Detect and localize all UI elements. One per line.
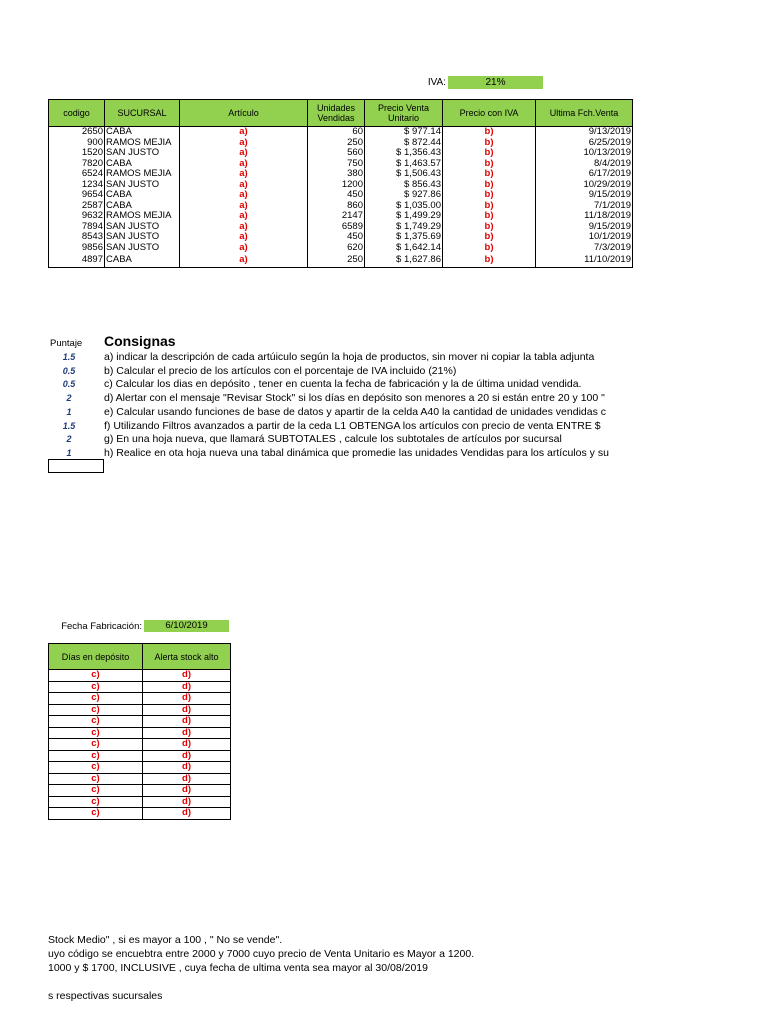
fecha-venta-cell[interactable]: 11/10/2019	[536, 253, 633, 268]
articulo-cell[interactable]: a)	[180, 201, 308, 212]
articulo-cell[interactable]: a)	[180, 232, 308, 243]
table-row	[49, 180, 633, 191]
overflow-text-e: uyo código se encuebtra entre 2000 y 7000 cuyo precio de Venta Unitario es Mayor a 1200.	[48, 948, 475, 960]
dias-deposito-cell[interactable]: c)	[49, 796, 143, 808]
precio-cell[interactable]	[365, 201, 443, 212]
alerta-stock-cell[interactable]: d)	[143, 670, 231, 682]
articulo-cell[interactable]: a)	[180, 159, 308, 170]
fecha-fabricacion-label: Fecha Fabricación:	[61, 621, 142, 632]
precio-iva-cell[interactable]: b)	[443, 190, 536, 201]
dias-deposito-cell[interactable]: c)	[49, 773, 143, 785]
fecha-venta-cell[interactable]: 6/25/2019	[536, 138, 633, 149]
fecha-venta-cell[interactable]: 10/13/2019	[536, 148, 633, 159]
consigna-text: b) Calcular el precio de los artículos con el porcentaje de IVA incluido (21%)	[104, 364, 457, 377]
overflow-text-h: s respectivas sucursales	[48, 990, 163, 1002]
dias-deposito-cell[interactable]: c)	[49, 716, 143, 728]
table-row	[49, 222, 633, 233]
alerta-stock-cell[interactable]: d)	[143, 693, 231, 705]
precio-value: 977.14	[411, 126, 441, 137]
consigna-text: c) Calcular los dias en depósito , tener en cuenta la fecha de fabricación y la de última unidad vendida.	[104, 378, 582, 391]
articulo-cell[interactable]: a)	[180, 243, 308, 254]
precio-cell[interactable]	[365, 180, 443, 191]
currency-symbol: $	[396, 200, 402, 211]
currency-symbol: $	[404, 190, 410, 200]
dias-deposito-cell[interactable]: c)	[49, 727, 143, 739]
puntaje-value: 1	[66, 406, 72, 417]
table-row	[49, 190, 633, 201]
alerta-stock-cell[interactable]: d)	[143, 762, 231, 774]
dias-deposito-cell[interactable]: c)	[49, 785, 143, 797]
fecha-venta-cell[interactable]: 9/13/2019	[536, 127, 633, 138]
unidades-cell[interactable]: 450	[308, 232, 365, 243]
codigo-cell[interactable]: 9856	[49, 243, 105, 254]
unidades-cell[interactable]: 6589	[308, 222, 365, 233]
alerta-stock-cell[interactable]: d)	[143, 750, 231, 762]
precio-cell[interactable]	[365, 253, 443, 268]
fecha-venta-cell[interactable]: 10/29/2019	[536, 180, 633, 191]
precio-cell[interactable]	[365, 232, 443, 243]
sucursal-cell[interactable]: CABA	[105, 159, 180, 170]
precio-cell[interactable]	[365, 190, 443, 201]
sucursal-cell[interactable]: SAN JUSTO	[105, 243, 180, 254]
puntaje-value: 1.5	[62, 352, 76, 362]
alerta-stock-cell[interactable]: d)	[143, 773, 231, 785]
sucursal-cell[interactable]: SAN JUSTO	[105, 180, 180, 191]
consigna-text: h) Realice en ota hoja nueva una tabal dinámica que promedie las unidades Vendidas para los artículos y su	[104, 446, 609, 459]
currency-symbol: $	[404, 179, 410, 190]
fecha-venta-cell[interactable]: 7/3/2019	[536, 243, 633, 254]
precio-value: 1,356.43	[404, 148, 441, 158]
alerta-stock-cell[interactable]: d)	[143, 681, 231, 693]
codigo-cell[interactable]: 900	[49, 138, 105, 149]
precio-iva-cell[interactable]: b)	[443, 127, 536, 138]
codigo-cell[interactable]: 7820	[49, 159, 105, 170]
currency-symbol: $	[404, 126, 410, 137]
codigo-cell[interactable]: 7894	[49, 222, 105, 233]
puntaje-value: 2	[66, 393, 72, 404]
sucursal-cell[interactable]: SAN JUSTO	[105, 148, 180, 159]
precio-iva-cell[interactable]: b)	[443, 201, 536, 212]
header-alerta-stock-alto[interactable]: Alerta stock alto	[143, 644, 231, 670]
articulo-cell[interactable]: a)	[180, 127, 308, 138]
unidades-cell[interactable]: 750	[308, 159, 365, 170]
codigo-cell[interactable]: 9654	[49, 190, 105, 201]
precio-cell[interactable]	[365, 127, 443, 138]
unidades-cell[interactable]: 620	[308, 243, 365, 254]
precio-value: 1,627.86	[404, 253, 441, 265]
precio-cell[interactable]	[365, 222, 443, 233]
codigo-cell[interactable]: 6524	[49, 169, 105, 180]
dias-deposito-cell[interactable]: c)	[49, 739, 143, 751]
fecha-venta-cell[interactable]: 10/1/2019	[536, 232, 633, 243]
currency-symbol: $	[396, 253, 402, 265]
table-row	[49, 211, 633, 222]
fecha-venta-cell[interactable]: 6/17/2019	[536, 169, 633, 180]
alerta-stock-cell[interactable]: d)	[143, 785, 231, 797]
fecha-venta-cell[interactable]: 9/15/2019	[536, 222, 633, 233]
codigo-cell[interactable]: 8543	[49, 232, 105, 243]
currency-symbol: $	[396, 242, 402, 253]
unidades-cell[interactable]: 250	[308, 253, 365, 268]
dias-deposito-cell[interactable]: c)	[49, 762, 143, 774]
table-row	[49, 253, 633, 268]
sucursal-cell[interactable]: SAN JUSTO	[105, 232, 180, 243]
currency-symbol: $	[396, 148, 402, 158]
sales-table	[48, 99, 633, 268]
table-row	[49, 681, 231, 693]
precio-iva-cell[interactable]: b)	[443, 148, 536, 159]
precio-value: 1,375.69	[404, 232, 441, 242]
table-row	[49, 693, 231, 705]
codigo-cell[interactable]: 2587	[49, 201, 105, 212]
precio-iva-cell[interactable]: b)	[443, 222, 536, 233]
precio-value: 1,749.29	[404, 221, 441, 232]
articulo-cell[interactable]: a)	[180, 138, 308, 149]
unidades-cell[interactable]: 560	[308, 148, 365, 159]
articulo-cell[interactable]: a)	[180, 211, 308, 222]
deposit-table-header-row	[49, 644, 231, 670]
precio-cell[interactable]	[365, 138, 443, 149]
header-unidades-vendidas[interactable]: Unidades Vendidas	[308, 100, 365, 127]
alerta-stock-cell[interactable]: d)	[143, 716, 231, 728]
table-row	[49, 169, 633, 180]
table-row	[49, 773, 231, 785]
precio-iva-cell[interactable]: b)	[443, 211, 536, 222]
overflow-text-f: 1000 y $ 1700, INCLUSIVE , cuya fecha de ultima venta sea mayor al 30/08/2019	[48, 962, 428, 974]
currency-symbol: $	[396, 169, 402, 179]
table-row	[49, 739, 231, 751]
table-row	[49, 232, 633, 243]
puntaje-value: 0.5	[62, 379, 76, 390]
header-dias-en-deposito[interactable]: Días en depósito	[49, 644, 143, 670]
precio-value: 1,506.43	[404, 169, 441, 179]
iva-value-cell[interactable]: 21%	[448, 76, 543, 89]
table-row	[49, 727, 231, 739]
deposit-table	[48, 643, 231, 820]
table-row	[49, 785, 231, 797]
header-codigo[interactable]: codigo	[49, 100, 105, 127]
precio-iva-cell[interactable]: b)	[443, 253, 536, 268]
consigna-text: e) Calcular usando funciones de base de datos y apartir de la celda A40 la cantidad de unidades vendidas c	[104, 405, 607, 418]
unidades-cell[interactable]: 380	[308, 169, 365, 180]
puntaje-value: 2	[66, 434, 72, 445]
dias-deposito-cell[interactable]: c)	[49, 693, 143, 705]
precio-cell[interactable]	[365, 159, 443, 170]
codigo-cell[interactable]: 2650	[49, 127, 105, 138]
dias-deposito-cell[interactable]: c)	[49, 750, 143, 762]
sucursal-cell[interactable]: RAMOS MEJIA	[105, 138, 180, 149]
header-sucursal[interactable]: SUCURSAL	[105, 100, 180, 127]
articulo-cell[interactable]: a)	[180, 253, 308, 268]
header-precio-venta-unitario[interactable]: Precio Venta Unitario	[365, 100, 443, 127]
precio-value: 1,499.29	[404, 211, 441, 221]
consigna-text: a) indicar la descripción de cada artúiculo según la hoja de productos, sin mover ni copiar la tabla adjunta	[104, 351, 595, 363]
sucursal-cell[interactable]: CABA	[105, 201, 180, 212]
precio-iva-cell[interactable]: b)	[443, 138, 536, 149]
overflow-text-d: Stock Medio" , si es mayor a 100 , " No se vende".	[48, 934, 283, 946]
table-row	[49, 243, 633, 254]
currency-symbol: $	[396, 211, 402, 221]
table-row	[49, 127, 633, 138]
consigna-text: g) En una hoja nueva, que llamará SUBTOTALES , calcule los subtotales de artículos por sucursal	[104, 433, 562, 446]
precio-cell[interactable]	[365, 169, 443, 180]
sucursal-cell[interactable]: RAMOS MEJIA	[105, 169, 180, 180]
header-articulo[interactable]: Artículo	[180, 100, 308, 127]
consigna-text: f) Utilizando Filtros avanzados a partir de la ceda L1 OBTENGA los artículos con precio de venta ENTRE $	[104, 419, 601, 432]
unidades-cell[interactable]: 60	[308, 127, 365, 138]
dias-deposito-cell[interactable]: c)	[49, 681, 143, 693]
precio-value: 1,463.57	[404, 158, 441, 169]
table-row	[49, 148, 633, 159]
sucursal-cell[interactable]: CABA	[105, 190, 180, 201]
puntaje-label: Puntaje	[50, 338, 83, 349]
sucursal-cell[interactable]: SAN JUSTO	[105, 222, 180, 233]
consignas-title: Consignas	[104, 333, 176, 349]
table-row	[49, 808, 231, 820]
currency-symbol: $	[396, 158, 402, 169]
table-row	[49, 201, 633, 212]
alerta-stock-cell[interactable]: d)	[143, 796, 231, 808]
precio-iva-cell[interactable]: b)	[443, 232, 536, 243]
articulo-cell[interactable]: a)	[180, 148, 308, 159]
precio-iva-cell[interactable]: b)	[443, 180, 536, 191]
sucursal-cell[interactable]: RAMOS MEJIA	[105, 211, 180, 222]
precio-cell[interactable]	[365, 148, 443, 159]
sales-table-body	[49, 127, 633, 268]
iva-label: IVA:	[427, 77, 446, 88]
alerta-stock-cell[interactable]: d)	[143, 704, 231, 716]
fecha-venta-cell[interactable]: 8/4/2019	[536, 159, 633, 170]
precio-value: 927.86	[411, 190, 441, 200]
table-row	[49, 670, 231, 682]
currency-symbol: $	[404, 137, 410, 148]
precio-value: 872.44	[411, 137, 441, 148]
codigo-cell[interactable]: 9632	[49, 211, 105, 222]
sales-table-header-row	[49, 100, 633, 127]
puntaje-value: 1	[66, 447, 72, 458]
puntaje-value: 1.5	[62, 420, 76, 431]
codigo-cell[interactable]: 1520	[49, 148, 105, 159]
precio-iva-cell[interactable]: b)	[443, 169, 536, 180]
codigo-cell[interactable]: 4897	[49, 253, 105, 268]
unidades-cell[interactable]: 450	[308, 190, 365, 201]
unidades-cell[interactable]: 2147	[308, 211, 365, 222]
articulo-cell[interactable]: a)	[180, 169, 308, 180]
puntaje-value: 0.5	[62, 365, 76, 376]
precio-iva-cell[interactable]: b)	[443, 243, 536, 254]
precio-iva-cell[interactable]: b)	[443, 159, 536, 170]
currency-symbol: $	[396, 221, 402, 232]
table-row	[49, 750, 231, 762]
fecha-venta-cell[interactable]: 9/15/2019	[536, 190, 633, 201]
table-row	[49, 716, 231, 728]
precio-value: 1,642.14	[404, 242, 441, 253]
precio-value: 1,035.00	[404, 200, 441, 211]
table-row	[49, 762, 231, 774]
unidades-cell[interactable]: 250	[308, 138, 365, 149]
articulo-cell[interactable]: a)	[180, 222, 308, 233]
deposit-table-body	[49, 670, 231, 820]
unidades-cell[interactable]: 1200	[308, 180, 365, 191]
dias-deposito-cell[interactable]: c)	[49, 808, 143, 820]
precio-value: 856.43	[411, 179, 441, 190]
dias-deposito-cell[interactable]: c)	[49, 670, 143, 682]
table-row	[49, 138, 633, 149]
dias-deposito-cell[interactable]: c)	[49, 704, 143, 716]
header-precio-con-iva[interactable]: Precio con IVA	[443, 100, 536, 127]
fecha-fabricacion-value[interactable]: 6/10/2019	[144, 620, 229, 632]
precio-cell[interactable]	[365, 243, 443, 254]
precio-cell[interactable]	[365, 211, 443, 222]
consigna-text: d) Alertar con el mensaje "Revisar Stock" si los días en depósito son menores a 20 si están entre 20 y 100 "	[104, 392, 605, 405]
header-ultima-fecha-venta[interactable]: Ultima Fch.Venta	[536, 100, 633, 127]
alerta-stock-cell[interactable]: d)	[143, 739, 231, 751]
unidades-cell[interactable]: 860	[308, 201, 365, 212]
sucursal-cell[interactable]: CABA	[105, 127, 180, 138]
currency-symbol: $	[396, 232, 402, 242]
articulo-cell[interactable]: a)	[180, 180, 308, 191]
table-row	[49, 159, 633, 170]
alerta-stock-cell[interactable]: d)	[143, 727, 231, 739]
table-row	[49, 704, 231, 716]
codigo-cell[interactable]: 1234	[49, 180, 105, 191]
selected-empty-cell[interactable]	[48, 459, 104, 473]
fecha-venta-cell[interactable]: 7/1/2019	[536, 201, 633, 212]
alerta-stock-cell[interactable]: d)	[143, 808, 231, 820]
sucursal-cell[interactable]: CABA	[105, 253, 180, 268]
table-row	[49, 796, 231, 808]
fecha-venta-cell[interactable]: 11/18/2019	[536, 211, 633, 222]
articulo-cell[interactable]: a)	[180, 190, 308, 201]
